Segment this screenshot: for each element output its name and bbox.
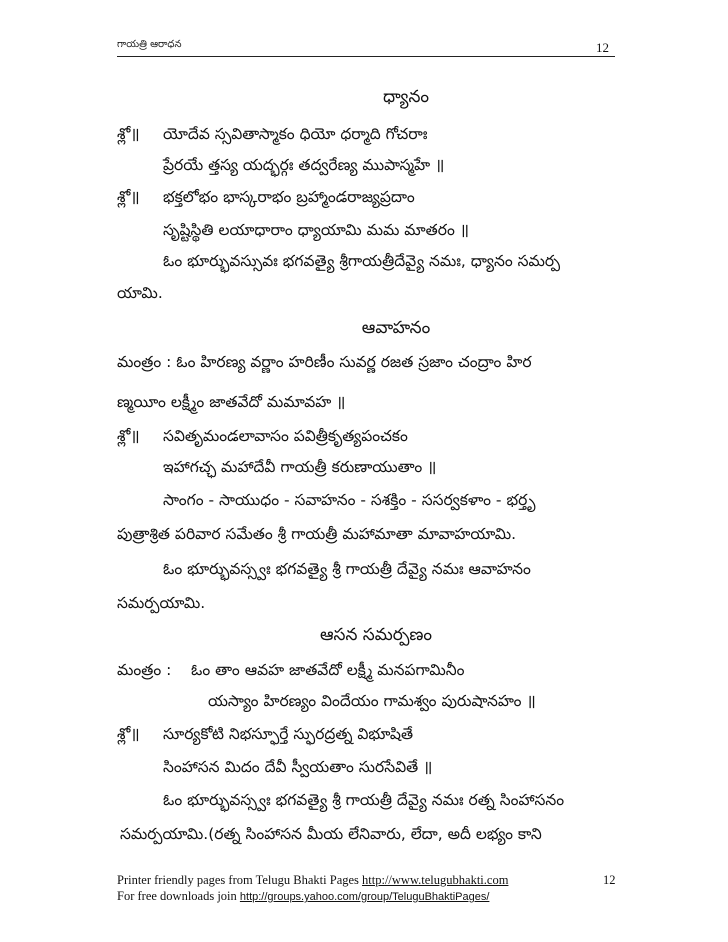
footer-line-2 bbox=[117, 889, 489, 904]
verse-line: ప్రేరయే త్తస్య యద్భర్గః తద్వరేణ్య ముపాస్మహే ॥ bbox=[163, 156, 445, 174]
footer-page-number: 12 bbox=[603, 873, 616, 887]
section-heading-dhyanam: ధ్యానం bbox=[382, 87, 430, 107]
verse-line: యోదేవ స్సవితాస్మాకం ధియో ధర్మాది గోచరాః bbox=[163, 125, 428, 143]
section-heading-avahanam: ఆవాహనం bbox=[361, 318, 431, 338]
verse-line: సాంగం - సాయుధం - సవాహనం - సశక్తిం - ససర్వకళాం - భర్తృ bbox=[163, 491, 536, 509]
footer-text: Printer friendly pages from Telugu Bhakti Pages bbox=[117, 873, 359, 887]
verse-line: మంత్రం : ఓం తాం ఆవహ జాతవేదో లక్ష్మీ మనపగామినీం bbox=[117, 661, 465, 679]
verse-line: ణ్మయీం లక్ష్మీం జాతవేదో మమావహ ॥ bbox=[117, 393, 346, 411]
verse-line: యస్యాం హిరణ్యం విందేయం గామశ్వం పురుషానహం ॥ bbox=[208, 692, 536, 710]
section-heading-asanam: ఆసన సమర్పణం bbox=[319, 625, 433, 645]
verse-line: ఇహాగచ్ఛ మహాదేవీ గాయత్రీ కరుణాయుతాం ॥ bbox=[163, 458, 437, 476]
verse-label: శ్లో॥ bbox=[117, 725, 140, 743]
verse-line: ఓం భూర్భువస్స్వః భగవత్యై శ్రీ గాయత్రీ దేవ్యై నమః ఆవాహనం bbox=[163, 560, 531, 578]
footer-link-group[interactable]: http://groups.yahoo.com/group/TeluguBhaktiPages/ bbox=[239, 891, 490, 903]
verse-label: శ్లో॥ bbox=[117, 427, 140, 445]
verse-line: మంత్రం : ఓం హిరణ్య వర్ణాం హరిణీం సువర్ణ రజత స్రజాం చంద్రాం హిర bbox=[117, 353, 532, 371]
verse-line: సమర్పయామి. bbox=[117, 594, 206, 612]
verse-line: సూర్యకోటి నిభస్ఫూర్తే స్ఫురద్రత్న విభూషితే bbox=[163, 725, 414, 743]
footer-link-website[interactable]: http://www.telugubhakti.com bbox=[362, 873, 509, 887]
verse-line: సింహాసన మిదం దేవీ స్వీయతాం సురసేవితే ॥ bbox=[163, 758, 433, 776]
footer-line-1 bbox=[117, 873, 508, 888]
verse-line: సృష్టిస్థితి లయాధారాం ధ్యాయామి మమ మాతరం ॥ bbox=[163, 221, 470, 239]
verse-line: ఓం భూర్భువస్స్వః భగవత్యై శ్రీ గాయత్రీ దేవ్యై నమః రత్న సింహాసనం bbox=[163, 791, 565, 809]
verse-label: శ్లో॥ bbox=[117, 188, 140, 206]
verse-label: శ్లో॥ bbox=[117, 125, 140, 143]
running-header-page-number: 12 bbox=[596, 40, 609, 55]
verse-line: పుత్రాశ్రిత పరివార సమేతం శ్రీ గాయత్రీ మహామాతా మావాహయామి. bbox=[117, 525, 517, 543]
verse-line: సమర్పయామి.(రత్న సింహాసన మీయ లేనివారు, లేదా, అదీ లభ్యం కాని bbox=[120, 825, 542, 843]
verse-line: ఓం భూర్భువస్సువః భగవత్యై శ్రీగాయత్రీదేవ్యై నమః, ధ్యానం సమర్ప bbox=[163, 252, 561, 270]
header-rule bbox=[117, 56, 615, 57]
verse-line: యామి. bbox=[117, 284, 163, 302]
footer-text: For free downloads join bbox=[117, 889, 237, 903]
verse-line: సవితృమండలావాసం పవిత్రీకృత్యపంచకం bbox=[163, 427, 408, 445]
verse-line: భక్తలోభం భాస్కరాభం బ్రహ్మాండరాజ్యప్రదాం bbox=[163, 188, 415, 206]
running-header-title: గాయత్రి ఆరాధన bbox=[117, 39, 182, 50]
